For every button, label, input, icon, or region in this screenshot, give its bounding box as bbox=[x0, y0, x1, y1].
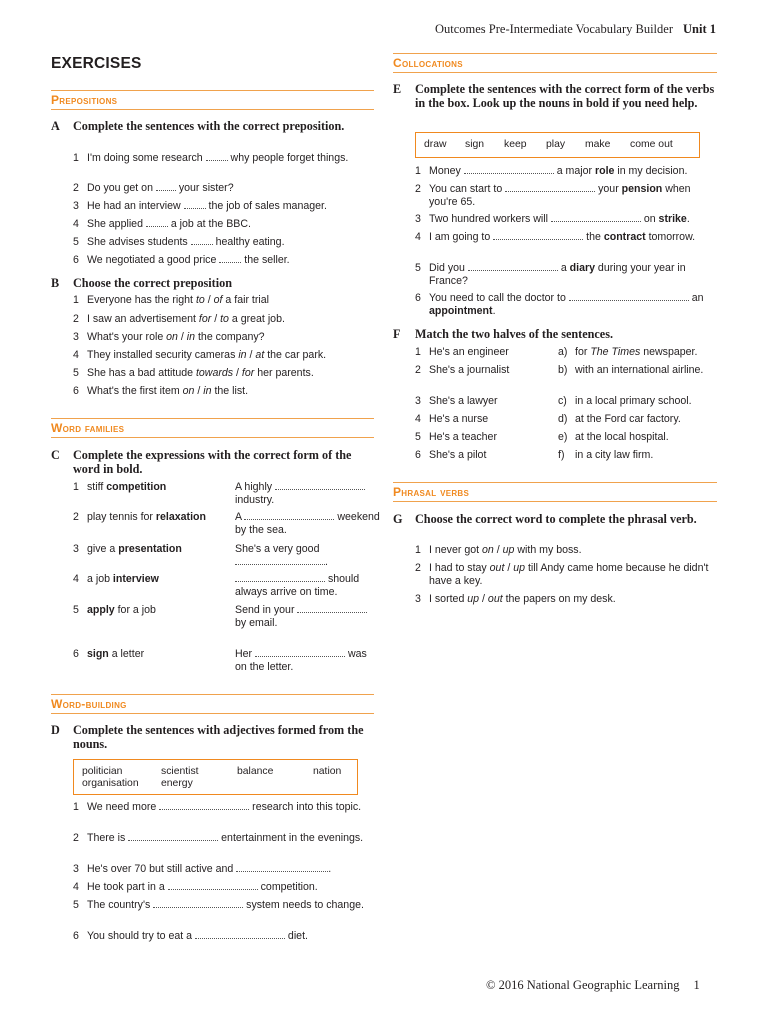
section-collocations: Collocations bbox=[393, 53, 717, 73]
item-number: 5 bbox=[73, 367, 79, 379]
sentence-item bbox=[73, 254, 374, 267]
answer-blank[interactable] bbox=[551, 213, 641, 222]
option-word: of bbox=[213, 294, 223, 306]
item-number: 6 bbox=[73, 385, 79, 397]
option-word: in bbox=[186, 331, 196, 343]
exercise-letter: E bbox=[393, 82, 402, 96]
exercise-instruction: Choose the correct preposition bbox=[73, 276, 232, 290]
option-word: in bbox=[203, 385, 212, 397]
box-word: politician bbox=[82, 766, 123, 777]
match-letter: a) bbox=[558, 346, 568, 358]
match-first-half: He's an engineer bbox=[429, 346, 509, 358]
answer-blank[interactable] bbox=[191, 236, 213, 245]
item-number: 3 bbox=[415, 593, 421, 605]
option-word: The Times bbox=[590, 346, 641, 358]
exercise-letter: F bbox=[393, 327, 401, 341]
exercise-letter: C bbox=[51, 448, 60, 462]
page-number: 1 bbox=[693, 978, 700, 992]
choice-item bbox=[415, 593, 717, 606]
exercise-instruction: Complete the expressions with the correct form of the word in bold. bbox=[73, 448, 352, 476]
bold-word: competition bbox=[106, 481, 167, 493]
match-first-half: He's a teacher bbox=[429, 431, 497, 443]
exercise-d bbox=[51, 724, 374, 751]
box-word: scientist bbox=[161, 766, 199, 777]
item-text: Did you a diary during your year in France? bbox=[429, 262, 686, 287]
item-number: 6 bbox=[73, 254, 79, 266]
answer-blank[interactable] bbox=[297, 604, 367, 613]
sentence-item bbox=[73, 899, 374, 912]
item-number: 1 bbox=[73, 294, 79, 306]
bold-word: presentation bbox=[118, 543, 182, 555]
option-word: up bbox=[467, 593, 480, 605]
base-expression: play tennis for relaxation bbox=[87, 511, 206, 523]
word-box-d bbox=[73, 759, 358, 795]
base-expression: give a presentation bbox=[87, 543, 182, 555]
exercise-instruction: Complete the sentences with the correct form of the verbs in the box. Look up the nouns in bold if you need help. bbox=[415, 82, 715, 110]
page-footer bbox=[486, 978, 700, 993]
item-number: 4 bbox=[73, 218, 79, 230]
page-header bbox=[435, 22, 716, 37]
match-letter: f) bbox=[558, 449, 565, 461]
match-second-half: in a local primary school. bbox=[575, 395, 692, 407]
bold-word: diary bbox=[569, 262, 595, 274]
sentence-item bbox=[73, 236, 374, 249]
exercise-letter: D bbox=[51, 723, 60, 737]
base-expression: apply for a job bbox=[87, 604, 156, 616]
exercise-e bbox=[393, 83, 717, 110]
match-second-half: with an international airline. bbox=[575, 364, 704, 376]
choice-item bbox=[73, 385, 374, 398]
choice-item bbox=[415, 544, 717, 557]
sentence-item bbox=[73, 881, 374, 894]
box-word: draw bbox=[424, 139, 447, 150]
item-text: We negotiated a good price the seller. bbox=[87, 254, 290, 266]
match-second-half: in a city law firm. bbox=[575, 449, 654, 461]
choice-item bbox=[73, 349, 374, 362]
target-expression: Send in your by email. bbox=[235, 604, 380, 630]
answer-blank[interactable] bbox=[235, 573, 325, 582]
choice-item bbox=[73, 367, 374, 380]
option-word: on bbox=[182, 385, 195, 397]
item-text: I had to stay out / up till Andy came home because he didn't have a key. bbox=[429, 562, 709, 587]
item-text: I am going to the contract tomorrow. bbox=[429, 231, 696, 243]
item-text: I never got on / up with my boss. bbox=[429, 544, 582, 556]
choice-item bbox=[73, 313, 374, 326]
choice-item bbox=[73, 331, 374, 344]
item-number: 2 bbox=[73, 832, 79, 844]
item-text: We need more research into this topic. bbox=[87, 801, 362, 813]
target-expression: Her was on the letter. bbox=[235, 648, 367, 673]
box-word: energy bbox=[161, 778, 193, 789]
exercise-instruction: Complete the sentences with the correct preposition. bbox=[73, 119, 345, 133]
item-number: 2 bbox=[415, 562, 421, 574]
match-second-half: at the local hospital. bbox=[575, 431, 669, 443]
item-text: Money a major role in my decision. bbox=[429, 165, 688, 177]
exercise-instruction: Match the two halves of the sentences. bbox=[415, 327, 614, 341]
item-number: 5 bbox=[73, 236, 79, 248]
item-text: I sorted up / out the papers on my desk. bbox=[429, 593, 616, 605]
option-word: on bbox=[482, 544, 494, 556]
option-word: towards bbox=[195, 367, 234, 379]
sentence-item bbox=[73, 832, 374, 845]
page-title: EXERCISES bbox=[51, 55, 142, 72]
answer-blank[interactable] bbox=[156, 182, 176, 191]
option-word: up bbox=[502, 544, 515, 556]
answer-blank[interactable] bbox=[168, 881, 258, 890]
sentence-item bbox=[73, 930, 374, 943]
answer-blank[interactable] bbox=[569, 292, 689, 301]
exercise-b bbox=[51, 277, 374, 291]
box-word: play bbox=[546, 139, 566, 150]
item-text: They installed security cameras in / at the car park. bbox=[87, 349, 327, 361]
item-number: 1 bbox=[415, 544, 421, 556]
option-word: out bbox=[489, 562, 505, 574]
bold-word: interview bbox=[112, 573, 159, 585]
box-word: come out bbox=[630, 139, 673, 150]
sentence-item bbox=[415, 262, 717, 288]
answer-blank[interactable] bbox=[236, 863, 328, 872]
box-word: organisation bbox=[82, 778, 139, 789]
section-word-building: Word-building bbox=[51, 694, 374, 714]
item-number: 2 bbox=[415, 364, 421, 376]
item-text: I saw an advertisement for / to a great job. bbox=[87, 313, 285, 325]
answer-blank[interactable] bbox=[206, 152, 228, 161]
exercise-letter: A bbox=[51, 119, 60, 133]
item-number: 2 bbox=[73, 313, 79, 325]
option-word: out bbox=[487, 593, 503, 605]
answer-blank[interactable] bbox=[468, 262, 558, 271]
answer-blank[interactable] bbox=[219, 254, 241, 263]
item-number: 4 bbox=[73, 573, 79, 585]
exercise-instruction: Complete the sentences with adjectives formed from the nouns. bbox=[73, 723, 364, 751]
item-number: 6 bbox=[415, 449, 421, 461]
item-number: 6 bbox=[415, 292, 421, 304]
bold-word: relaxation bbox=[155, 511, 206, 523]
book-title: Outcomes Pre-Intermediate Vocabulary Builder bbox=[434, 22, 673, 36]
item-number: 5 bbox=[73, 899, 79, 911]
box-word: sign bbox=[465, 139, 485, 150]
section-phrasal-verbs: Phrasal verbs bbox=[393, 482, 717, 502]
item-text: I'm doing some research why people forget things. bbox=[87, 152, 349, 164]
option-word: for bbox=[241, 367, 255, 379]
item-number: 2 bbox=[415, 183, 421, 195]
item-text: What's your role on / in the company? bbox=[87, 331, 265, 343]
match-first-half: He's a nurse bbox=[429, 413, 489, 425]
item-number: 1 bbox=[73, 801, 79, 813]
answer-blank[interactable] bbox=[146, 218, 168, 227]
bold-word: role bbox=[594, 165, 615, 177]
item-number: 1 bbox=[73, 481, 79, 493]
base-expression: sign a letter bbox=[87, 648, 145, 660]
bold-word: contract bbox=[603, 231, 646, 243]
match-letter: d) bbox=[558, 413, 568, 425]
sentence-item bbox=[73, 200, 374, 213]
box-word: nation bbox=[313, 766, 342, 777]
target-expression: should always arrive on time. bbox=[235, 573, 360, 598]
item-text: The country's system needs to change. bbox=[87, 899, 364, 911]
item-text: He's over 70 but still active and . bbox=[87, 863, 332, 875]
item-text: He took part in a competition. bbox=[87, 881, 318, 893]
word-box-e bbox=[415, 132, 700, 158]
answer-blank[interactable] bbox=[195, 930, 285, 939]
section-word-families: Word families bbox=[51, 418, 374, 438]
sentence-item bbox=[73, 218, 374, 231]
choice-item bbox=[73, 294, 374, 307]
item-text: She applied a job at the BBC. bbox=[87, 218, 251, 230]
item-number: 1 bbox=[415, 346, 421, 358]
option-word: to bbox=[220, 313, 229, 325]
section-prepositions: Prepositions bbox=[51, 90, 374, 110]
exercise-c bbox=[51, 449, 374, 476]
answer-blank[interactable] bbox=[184, 200, 206, 209]
item-text: You should try to eat a diet. bbox=[87, 930, 308, 942]
item-number: 3 bbox=[415, 213, 421, 225]
exercise-g bbox=[393, 513, 717, 527]
target-expression: A weekend by the sea. bbox=[235, 511, 380, 536]
item-number: 3 bbox=[73, 863, 79, 875]
sentence-item bbox=[73, 182, 374, 195]
item-number: 4 bbox=[73, 349, 79, 361]
target-expression: A highly industry. bbox=[235, 481, 380, 507]
option-word: for bbox=[198, 313, 212, 325]
answer-blank[interactable] bbox=[275, 481, 365, 490]
answer-blank[interactable] bbox=[159, 801, 249, 810]
match-second-half: at the Ford car factory. bbox=[575, 413, 681, 425]
option-word: at bbox=[255, 349, 265, 361]
item-number: 3 bbox=[415, 395, 421, 407]
item-number: 1 bbox=[73, 152, 79, 164]
item-text: What's the first item on / in the list. bbox=[87, 385, 249, 397]
box-word: balance bbox=[237, 766, 274, 777]
answer-blank[interactable] bbox=[464, 165, 554, 174]
item-number: 3 bbox=[73, 543, 79, 555]
item-text: Two hundred workers will on strike. bbox=[429, 213, 690, 225]
sentence-item bbox=[73, 863, 374, 876]
item-number: 5 bbox=[415, 431, 421, 443]
match-second-half: for The Times newspaper. bbox=[575, 346, 698, 358]
bold-word: appointment bbox=[429, 305, 493, 317]
item-number: 5 bbox=[73, 604, 79, 616]
bold-word: strike bbox=[658, 213, 687, 225]
unit-label: Unit 1 bbox=[683, 22, 716, 36]
exercise-letter: G bbox=[393, 512, 403, 526]
item-text: You can start to your pension when you're 65. bbox=[429, 183, 691, 208]
match-letter: e) bbox=[558, 431, 568, 443]
exercise-f bbox=[393, 328, 717, 342]
exercise-instruction: Choose the correct word to complete the phrasal verb. bbox=[415, 512, 697, 526]
copyright: © 2016 National Geographic Learning bbox=[486, 978, 680, 992]
box-word: make bbox=[585, 139, 611, 150]
answer-blank[interactable] bbox=[235, 556, 325, 565]
box-word: keep bbox=[504, 139, 527, 150]
match-letter: c) bbox=[558, 395, 567, 407]
item-number: 6 bbox=[73, 648, 79, 660]
item-number: 2 bbox=[73, 182, 79, 194]
option-word: in bbox=[238, 349, 247, 361]
item-number: 4 bbox=[415, 231, 421, 243]
item-text: There is entertainment in the evenings. bbox=[87, 832, 364, 844]
sentence-item bbox=[415, 231, 717, 244]
exercise-letter: B bbox=[51, 276, 60, 290]
sentence-item bbox=[73, 152, 374, 165]
answer-blank[interactable] bbox=[493, 231, 583, 240]
item-number: 1 bbox=[415, 165, 421, 177]
item-number: 4 bbox=[73, 881, 79, 893]
answer-blank[interactable] bbox=[128, 832, 218, 841]
base-expression: stiff competition bbox=[87, 481, 167, 493]
answer-blank[interactable] bbox=[244, 511, 334, 520]
item-number: 5 bbox=[415, 262, 421, 274]
choice-item bbox=[415, 562, 717, 588]
exercise-a bbox=[51, 120, 374, 134]
match-letter: b) bbox=[558, 364, 568, 376]
item-number: 3 bbox=[73, 200, 79, 212]
item-text: Do you get on your sister? bbox=[87, 182, 234, 194]
sentence-item bbox=[415, 213, 717, 226]
answer-blank[interactable] bbox=[505, 183, 595, 192]
bold-word: apply bbox=[87, 604, 115, 616]
item-text: He had an interview the job of sales manager. bbox=[87, 200, 327, 212]
bold-word: pension bbox=[621, 183, 663, 195]
item-number: 4 bbox=[415, 413, 421, 425]
target-expression: She's a very good . bbox=[235, 543, 328, 568]
option-word: to bbox=[195, 294, 205, 306]
item-number: 3 bbox=[73, 331, 79, 343]
item-text: You need to call the doctor to an appointment. bbox=[429, 292, 704, 317]
match-first-half: She's a pilot bbox=[429, 449, 487, 461]
answer-blank[interactable] bbox=[255, 648, 345, 657]
option-word: on bbox=[166, 331, 178, 343]
base-expression: a job interview bbox=[87, 573, 159, 585]
sentence-item bbox=[415, 183, 717, 209]
bold-word: sign bbox=[87, 648, 109, 660]
sentence-item bbox=[415, 165, 717, 178]
match-first-half: She's a lawyer bbox=[429, 395, 498, 407]
item-text: She advises students healthy eating. bbox=[87, 236, 285, 248]
sentence-item bbox=[73, 801, 374, 814]
option-word: up bbox=[513, 562, 526, 574]
item-text: Everyone has the right to / of a fair trial bbox=[87, 294, 269, 306]
sentence-item bbox=[415, 292, 717, 318]
item-number: 6 bbox=[73, 930, 79, 942]
item-text: She has a bad attitude towards / for her parents. bbox=[87, 367, 314, 379]
item-number: 2 bbox=[73, 511, 79, 523]
match-first-half: She's a journalist bbox=[429, 364, 510, 376]
answer-blank[interactable] bbox=[153, 899, 243, 908]
